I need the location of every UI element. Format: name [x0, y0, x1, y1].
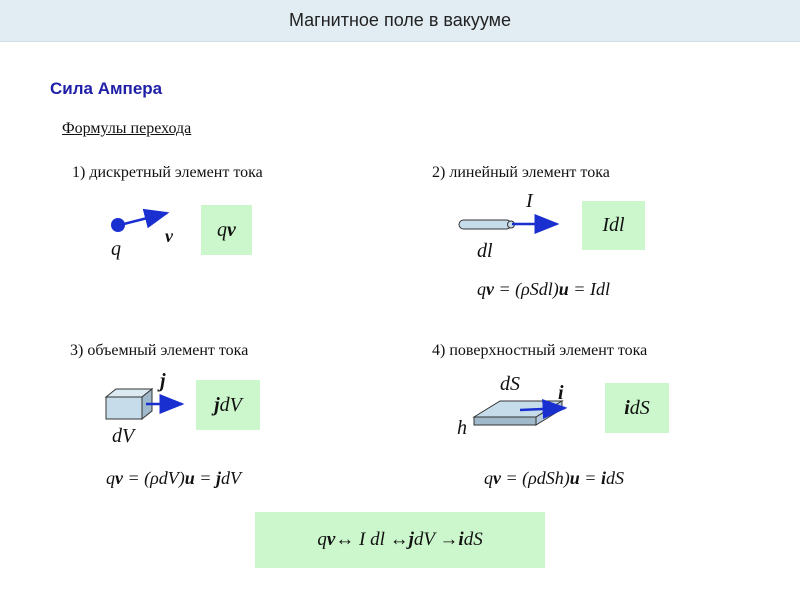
f2-p2: v — [486, 279, 494, 299]
item-2-box — [582, 201, 645, 250]
height-label: h — [457, 417, 467, 439]
f2-p4: u — [558, 279, 569, 299]
section-title: Сила Ампера — [50, 79, 163, 98]
density-label: j — [160, 370, 166, 392]
f4-p1: q — [484, 468, 493, 488]
item-3-box-b: dV — [219, 393, 242, 416]
f2-p1: q — [477, 279, 486, 299]
f3-p5: = — [194, 468, 216, 488]
f4-p2: v — [493, 468, 501, 488]
slide-title: Магнитное поле в вакууме — [288, 10, 512, 30]
f4-p6: i — [600, 468, 606, 488]
f4-p4: u — [569, 468, 580, 488]
item-2-heading: 2) линейный элемент тока — [432, 164, 610, 181]
f4-p5: = — [579, 468, 601, 488]
subtitle: Формулы перехода — [62, 120, 192, 137]
sum-p2: v — [326, 529, 336, 550]
sum-p6: i — [458, 529, 464, 550]
f3-p2: v — [115, 468, 123, 488]
velocity-arrow — [120, 213, 167, 225]
volume-label: dV — [112, 425, 135, 447]
item-2-box-a: Idl — [602, 214, 625, 236]
f4-p7: dS — [605, 468, 624, 488]
item-4-box-b: dS — [629, 396, 650, 419]
plate-front — [474, 417, 536, 425]
item-1-heading: 1) дискретный элемент тока — [72, 164, 263, 181]
item-2-formula — [477, 279, 610, 300]
f3-p1: q — [106, 468, 115, 488]
area-label: dS — [500, 373, 520, 395]
sum-p7: dS — [463, 529, 483, 550]
item-4-box-a: i — [624, 396, 630, 419]
item-3-box-a: j — [214, 393, 220, 416]
summary-box — [255, 512, 545, 568]
f2-p3: = (ρSdl) — [494, 279, 559, 299]
current-label: I — [526, 190, 533, 212]
length-label: dl — [477, 240, 493, 262]
sum-p4: j — [408, 529, 414, 550]
charge-label: q — [111, 238, 121, 260]
wire-element-diagram — [455, 205, 575, 245]
item-4-box — [605, 383, 669, 433]
item-1-box — [201, 205, 252, 255]
surface-density-label: i — [558, 382, 564, 404]
f2-p5: = Idl — [568, 279, 610, 299]
slide-header — [0, 0, 800, 42]
item-3-formula — [106, 468, 241, 489]
sum-p5: dV → — [413, 529, 459, 550]
item-1-box-b: v — [227, 218, 236, 241]
sum-p1: q — [317, 529, 327, 550]
item-3-heading: 3) объемный элемент тока — [70, 342, 249, 359]
f4-p3: = (ρdSh) — [501, 468, 570, 488]
f3-p7: dV — [220, 468, 241, 488]
volume-element-diagram — [102, 385, 192, 425]
item-4-heading: 4) поверхностный элемент тока — [432, 342, 648, 359]
item-4-formula — [484, 468, 624, 489]
f3-p3: = (ρdV) — [123, 468, 185, 488]
velocity-label: v — [165, 226, 173, 246]
item-3-box — [196, 380, 260, 430]
item-1-box-a: q — [217, 218, 228, 241]
sum-p3: ↔ I dl ↔ — [335, 529, 409, 550]
f3-p6: j — [215, 468, 221, 488]
f3-p4: u — [184, 468, 195, 488]
box-front — [106, 397, 142, 419]
wire-segment — [459, 220, 511, 229]
